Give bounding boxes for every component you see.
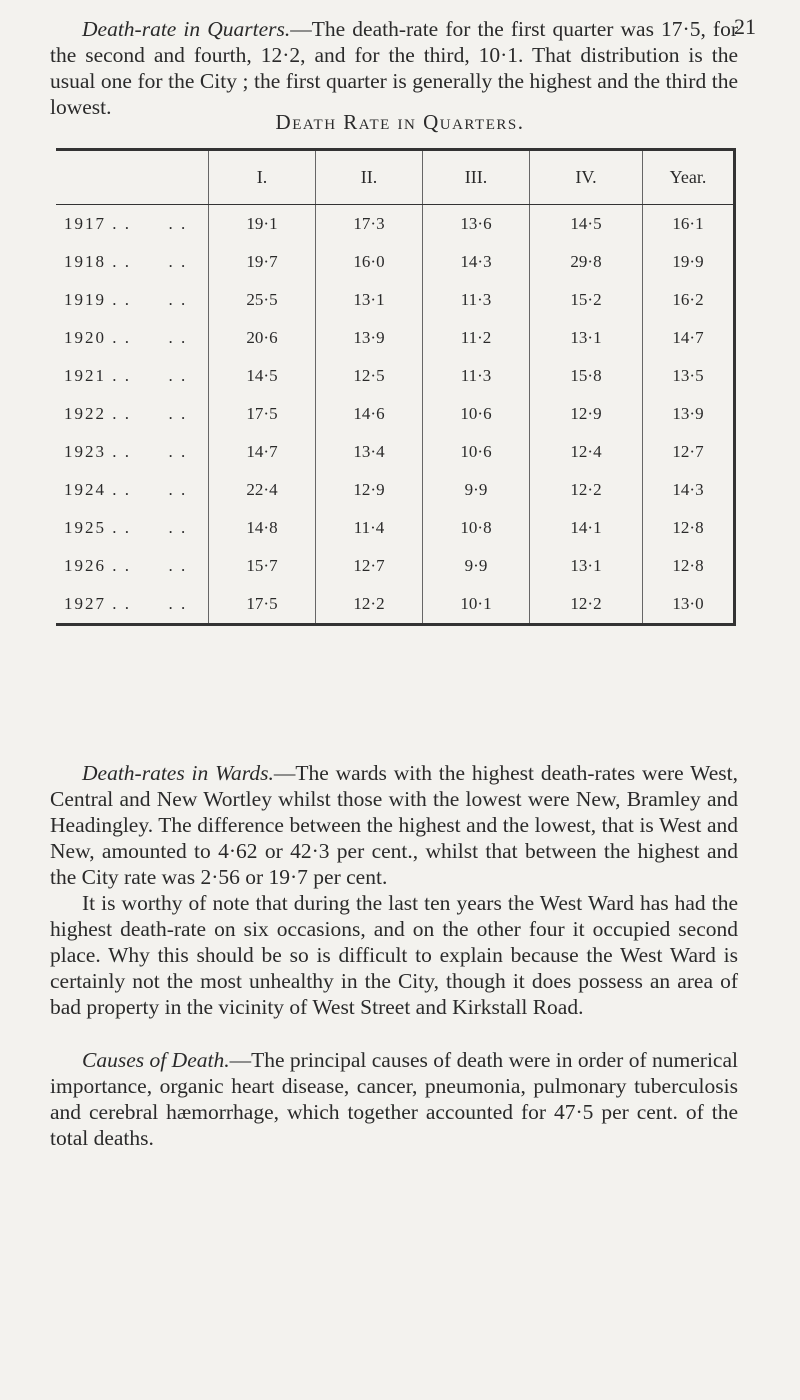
paragraph-wards [50, 760, 738, 890]
page-number: 21 [734, 14, 756, 39]
cell-year: 1920 . . . . [64, 328, 188, 347]
cell-q2: 13·1 [316, 281, 423, 319]
cell-total: 12·8 [643, 547, 735, 585]
cell-year: 1918 . . . . [64, 252, 188, 271]
cell-year: 1926 . . . . [64, 556, 188, 575]
cell-q3: 9·9 [423, 471, 530, 509]
cell-total: 19·9 [643, 243, 735, 281]
cell-total: 13·5 [643, 357, 735, 395]
cell-q1: 17·5 [209, 395, 316, 433]
cell-q3: 13·6 [423, 205, 530, 244]
cell-year: 1924 . . . . [64, 480, 188, 499]
cell-total: 14·7 [643, 319, 735, 357]
paragraph-causes [50, 1047, 738, 1151]
cell-q2: 13·9 [316, 319, 423, 357]
header-q1: I. [209, 150, 316, 205]
paragraph-west-ward: It is worthy of note that during the last ten years the West Ward has had the highest death-rate on six occasions, and on the other four it occupied second place. Why this should be so is difficult to explain because the West Ward is certainly not the most unhealthy in the City, though it does possess an area of bad property in the vicinity of West Street and Kirkstall Road. [50, 891, 738, 1019]
cell-q4: 29·8 [530, 243, 643, 281]
table-row [56, 243, 735, 281]
cell-q2: 12·5 [316, 357, 423, 395]
cell-q2: 11·4 [316, 509, 423, 547]
paragraph-wards-text: —The wards with the highest death-rates were West, Central and New Wortley whilst those with the lowest were New, Bramley and Headingley. The difference between the highest and the lowest, that is West and New, amounted to 4·62 or 42·3 per cent., whilst that between the highest and the City rate was 2·56 or 19·7 per cent. [50, 761, 738, 889]
cell-q3: 10·6 [423, 395, 530, 433]
cell-q3: 9·9 [423, 547, 530, 585]
cell-q4: 15·2 [530, 281, 643, 319]
cell-year: 1925 . . . . [64, 518, 188, 537]
cell-q2: 14·6 [316, 395, 423, 433]
cell-q1: 14·8 [209, 509, 316, 547]
cell-q2: 12·2 [316, 585, 423, 625]
cell-q4: 15·8 [530, 357, 643, 395]
table-row [56, 471, 735, 509]
cell-q3: 10·8 [423, 509, 530, 547]
cell-q3: 11·3 [423, 357, 530, 395]
cell-q4: 12·2 [530, 471, 643, 509]
cell-q2: 13·4 [316, 433, 423, 471]
cell-q1: 14·7 [209, 433, 316, 471]
table-row [56, 433, 735, 471]
cell-q1: 19·7 [209, 243, 316, 281]
table-row [56, 205, 735, 244]
cell-total: 12·7 [643, 433, 735, 471]
cell-q2: 16·0 [316, 243, 423, 281]
cell-q4: 14·1 [530, 509, 643, 547]
cell-year: 1917 . . . . [64, 214, 188, 233]
table-row [56, 547, 735, 585]
cell-q1: 25·5 [209, 281, 316, 319]
cell-q2: 12·9 [316, 471, 423, 509]
paragraph-wards-lead: Death-rates in Wards. [82, 761, 274, 785]
cell-q1: 19·1 [209, 205, 316, 244]
paragraph-causes-text: —The principal causes of death were in order of numerical importance, organic heart disease, cancer, pneumonia, pulmonary tuberculosis and cerebral hæmorrhage, which together accounted for 47·5 per cent. of the total deaths. [50, 1048, 738, 1150]
cell-year: 1919 . . . . [64, 290, 188, 309]
table-row [56, 319, 735, 357]
cell-q4: 12·9 [530, 395, 643, 433]
cell-q1: 20·6 [209, 319, 316, 357]
cell-q3: 10·6 [423, 433, 530, 471]
cell-total: 16·2 [643, 281, 735, 319]
table-body [56, 205, 735, 625]
cell-total: 16·1 [643, 205, 735, 244]
table-title: Death Rate in Quarters. [275, 110, 525, 134]
paragraph-causes-lead: Causes of Death. [82, 1048, 230, 1072]
paragraph-quarters-lead: Death-rate in Quarters. [82, 17, 291, 41]
cell-q4: 14·5 [530, 205, 643, 244]
cell-q1: 15·7 [209, 547, 316, 585]
cell-q4: 12·4 [530, 433, 643, 471]
header-q4: IV. [530, 150, 643, 205]
cell-q4: 12·2 [530, 585, 643, 625]
table-row [56, 357, 735, 395]
cell-q3: 11·3 [423, 281, 530, 319]
table-row [56, 585, 735, 625]
table-row [56, 281, 735, 319]
cell-q2: 12·7 [316, 547, 423, 585]
header-q2: II. [316, 150, 423, 205]
cell-year: 1923 . . . . [64, 442, 188, 461]
death-rate-table [56, 148, 736, 626]
cell-q4: 13·1 [530, 547, 643, 585]
paragraph-quarters-text: —The death-rate for the first quarter was 17·5, for the second and fourth, 12·2, and for the third, 10·1. That distribution is the usual one for the City ; the first quarter is generally the highest and the third the lowest. [50, 17, 739, 119]
cell-q4: 13·1 [530, 319, 643, 357]
cell-q3: 10·1 [423, 585, 530, 625]
cell-total: 14·3 [643, 471, 735, 509]
table-header-row [56, 150, 735, 205]
cell-total: 12·8 [643, 509, 735, 547]
header-year-total: Year. [643, 150, 735, 205]
cell-q3: 14·3 [423, 243, 530, 281]
header-q3: III. [423, 150, 530, 205]
cell-year: 1921 . . . . [64, 366, 188, 385]
paragraph-quarters [50, 16, 738, 120]
cell-year: 1927 . . . . [64, 594, 188, 613]
cell-q2: 17·3 [316, 205, 423, 244]
header-year [56, 150, 209, 205]
cell-q1: 17·5 [209, 585, 316, 625]
cell-total: 13·0 [643, 585, 735, 625]
table-row [56, 395, 735, 433]
cell-total: 13·9 [643, 395, 735, 433]
cell-q1: 14·5 [209, 357, 316, 395]
table-row [56, 509, 735, 547]
cell-q3: 11·2 [423, 319, 530, 357]
cell-q1: 22·4 [209, 471, 316, 509]
cell-year: 1922 . . . . [64, 404, 188, 423]
